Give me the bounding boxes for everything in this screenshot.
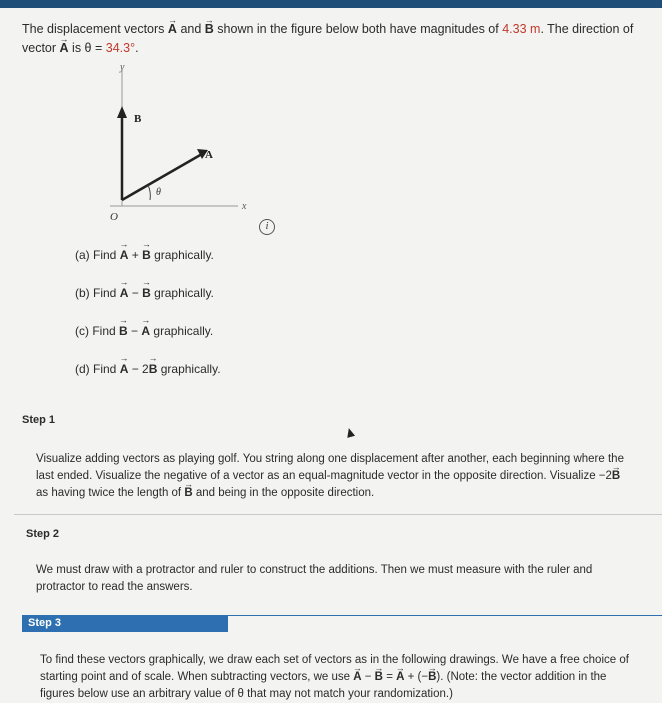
problem-text: . <box>135 41 139 55</box>
part-vector: → B <box>149 362 158 376</box>
step2-text: We must draw with a protractor and ruler to construct the additions. Then we must measure with the ruler and protractor to read the answers. <box>36 564 593 593</box>
top-bar <box>0 0 662 8</box>
part-prefix: (b) Find <box>75 286 117 300</box>
vector-a-label: A <box>205 149 213 161</box>
vector-b-arrowhead <box>117 106 127 118</box>
vector-b-label: B <box>134 113 142 125</box>
step3-note: (Note: the vector addition in the figures below use an arbitrary value of θ that may not match your randomization.) <box>40 671 607 700</box>
part-suffix: graphically. <box>154 286 214 300</box>
x-axis-label: x <box>242 201 247 212</box>
part-vector: → B <box>119 324 128 338</box>
formula-operator: − <box>364 671 372 683</box>
part-suffix: graphically. <box>153 324 214 338</box>
origin-label: O <box>110 211 118 223</box>
problem-text: shown in the figure below both have magnitudes of <box>217 22 499 36</box>
vector-b-symbol: → B <box>612 468 620 485</box>
part-prefix: (d) Find <box>75 362 117 376</box>
parts-list <box>75 248 221 400</box>
angle-value: 34.3° <box>105 41 136 55</box>
part-operator: − <box>131 324 139 338</box>
theta-arc <box>148 185 150 200</box>
divider <box>14 514 662 515</box>
vector-figure <box>90 60 290 240</box>
vector-b-symbol: → B <box>205 20 214 39</box>
vector-b-symbol: → B <box>428 669 436 686</box>
part-operator: + <box>131 248 139 262</box>
vector-b-symbol: → B <box>375 669 383 686</box>
problem-text: is θ = <box>72 41 103 55</box>
part-operator: − <box>131 286 139 300</box>
part-suffix: graphically. <box>160 362 221 376</box>
step1-body: Visualize adding vectors as playing golf. You string along one displacement after another, each beginning where the last ended. Visualize the negative of a vector as an equal-magnitude vector in the opposite direction. Visualize <box>36 453 624 482</box>
part-vector: → B <box>142 248 151 262</box>
info-icon[interactable]: i <box>259 219 275 235</box>
step1-label: Step 1 <box>22 414 56 426</box>
vector-a-symbol: → A <box>396 669 404 686</box>
vector-a-arrow <box>122 154 202 200</box>
problem-text: and <box>180 22 202 36</box>
vector-a-symbol: → A <box>60 39 69 58</box>
part-operator: − 2 <box>131 362 149 376</box>
problem-text: The displacement vectors <box>22 22 165 36</box>
part-prefix: (a) Find <box>75 248 117 262</box>
formula-operator: ). <box>436 671 444 683</box>
part-prefix: (c) Find <box>75 324 116 338</box>
part-vector: → A <box>120 362 129 376</box>
part-d <box>75 362 221 400</box>
part-vector: → B <box>142 286 151 300</box>
part-vector: → A <box>120 286 129 300</box>
step1-body: as having twice the length of <box>36 487 182 499</box>
magnitude-value: 4.33 m <box>502 22 541 36</box>
part-vector: → A <box>120 248 129 262</box>
problem-statement <box>22 20 652 58</box>
vector-a-symbol: → A <box>353 669 361 686</box>
y-axis-label: y <box>120 62 125 73</box>
problem-text: . The direction of vector <box>22 22 634 55</box>
formula-operator: = <box>386 671 393 683</box>
mouse-cursor-icon <box>345 427 355 438</box>
vector-b-symbol: → B <box>184 485 192 502</box>
step3-label: Step 3 <box>22 615 228 632</box>
part-suffix: graphically. <box>154 248 214 262</box>
formula-operator: + (− <box>407 671 429 683</box>
step3-text <box>40 652 630 703</box>
vector-a-symbol: → A <box>168 20 177 39</box>
step2-label: Step 2 <box>26 528 60 540</box>
part-vector: → A <box>141 324 150 338</box>
step1-text <box>36 451 626 502</box>
step3-body: To find these vectors graphically, we draw each set of vectors as in the following drawings. We have a free choice of starting point and of scale. When subtracting vectors, we use <box>40 654 629 683</box>
theta-label: θ <box>156 187 161 198</box>
step1-body: and being in the opposite direction. <box>195 487 375 499</box>
step1-neg2: −2 <box>598 470 612 482</box>
